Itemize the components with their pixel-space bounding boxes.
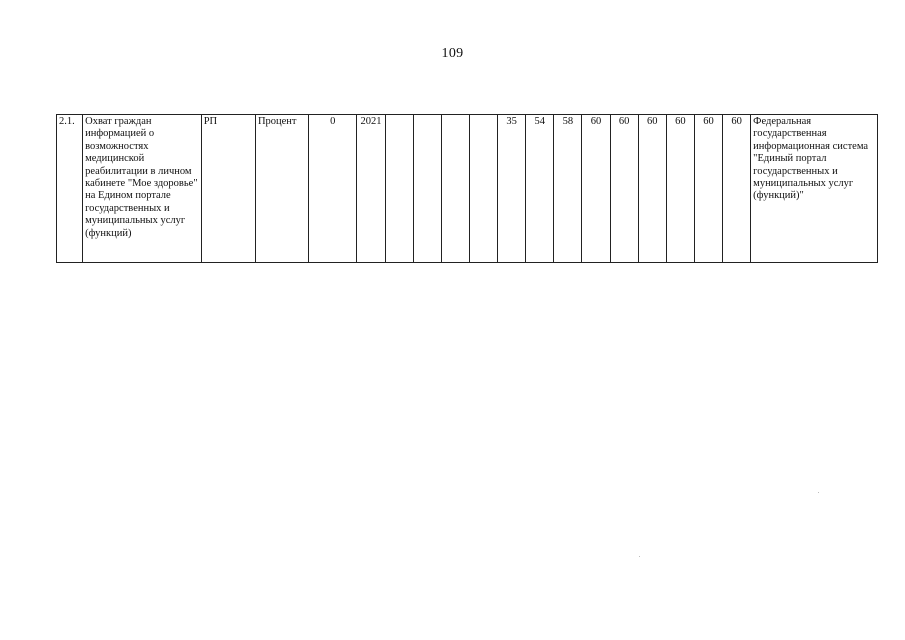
value-cell — [385, 115, 413, 263]
value-cell: 60 — [723, 115, 751, 263]
value-cell: 58 — [554, 115, 582, 263]
scan-speck — [818, 492, 819, 493]
value-cell: 60 — [638, 115, 666, 263]
value-cell: 60 — [582, 115, 610, 263]
table-row — [57, 115, 878, 263]
value-cell — [469, 115, 497, 263]
value-cell — [441, 115, 469, 263]
base-year-cell: 2021 — [357, 115, 385, 263]
indicator-name-cell: Охват граждан информацией о возможностях медицинской реабилитации в личном кабинете "Мое здоровье" на Едином портале государственных и муниципальных услуг (функций) — [83, 115, 202, 263]
value-cell — [413, 115, 441, 263]
value-cell: 60 — [610, 115, 638, 263]
unit-cell: Процент — [255, 115, 308, 263]
row-index-cell: 2.1. — [57, 115, 83, 263]
data-source-cell: Федеральная государственная информационная система "Единый портал государственных и муниципальных услуг (функций)" — [751, 115, 878, 263]
base-value-cell: 0 — [309, 115, 357, 263]
value-cell: 35 — [498, 115, 526, 263]
page-number: 109 — [441, 46, 464, 61]
value-cell: 60 — [694, 115, 722, 263]
value-cell: 60 — [666, 115, 694, 263]
indicator-table — [56, 114, 878, 263]
level-cell: РП — [201, 115, 255, 263]
scan-speck — [639, 556, 640, 557]
value-cell: 54 — [526, 115, 554, 263]
